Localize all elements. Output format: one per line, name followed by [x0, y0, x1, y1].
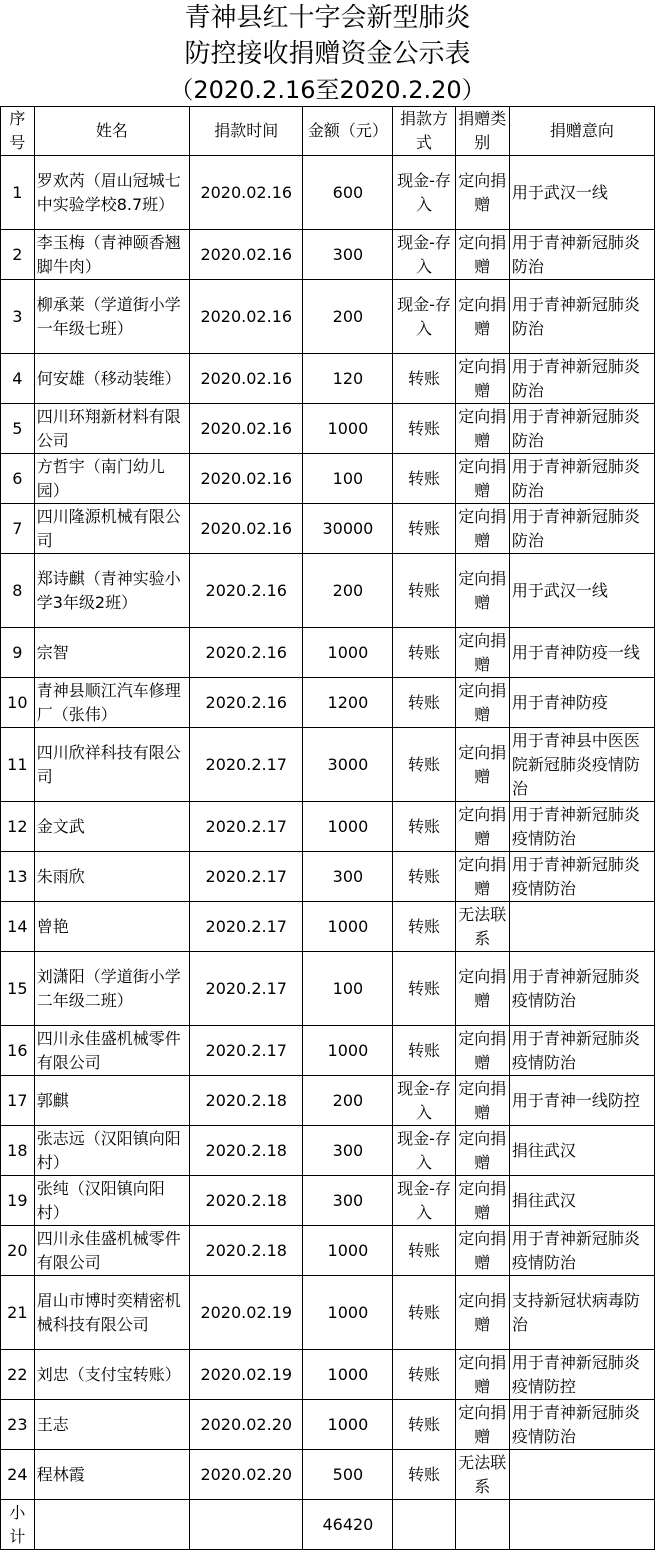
payment-method: 现金-存入: [393, 230, 455, 280]
payment-method: 转账: [393, 404, 455, 454]
donation-amount: 1000: [303, 1400, 393, 1450]
donor-name: 王志: [34, 1400, 189, 1450]
donor-name: 四川环翔新材料有限公司: [34, 404, 189, 454]
table-row: [1, 628, 655, 678]
donor-name: 程林霞: [34, 1450, 189, 1500]
donation-date: 2020.02.16: [190, 354, 303, 404]
donation-amount: 1000: [303, 1226, 393, 1276]
donation-purpose: 捐往武汉: [509, 1126, 654, 1176]
payment-method: 转账: [393, 852, 455, 902]
col-header-name: 姓名: [34, 107, 189, 156]
table-row: [1, 852, 655, 902]
donor-name: 罗欢芮（眉山冠城七中实验学校8.7班）: [34, 156, 189, 230]
donation-amount: 1000: [303, 628, 393, 678]
donor-name: 张纯（汉阳镇向阳村）: [34, 1176, 189, 1226]
row-number: 5: [1, 404, 35, 454]
donation-purpose: 支持新冠状病毒防治: [509, 1276, 654, 1350]
donation-amount: 100: [303, 454, 393, 504]
title-line-1: 青神县红十字会新型肺炎: [184, 3, 471, 33]
row-number: 9: [1, 628, 35, 678]
row-number: 24: [1, 1450, 35, 1500]
donor-name: 曾艳: [34, 902, 189, 952]
row-number: 17: [1, 1076, 35, 1126]
donor-name: 青神县顺江汽车修理厂（张伟）: [34, 678, 189, 728]
row-number: 1: [1, 156, 35, 230]
col-header-purpose: 捐赠意向: [509, 107, 654, 156]
subtotal-amount: 46420: [303, 1500, 393, 1550]
payment-method: 现金-存入: [393, 280, 455, 354]
donation-date: 2020.2.17: [190, 852, 303, 902]
donation-category: 定向捐赠: [455, 504, 509, 554]
subtotal-label: 小计: [1, 1500, 35, 1550]
donation-category: 定向捐赠: [455, 802, 509, 852]
payment-method: 转账: [393, 902, 455, 952]
donation-amount: 200: [303, 1076, 393, 1126]
table-row: [1, 1076, 655, 1126]
donation-category: 定向捐赠: [455, 1400, 509, 1450]
payment-method: 现金-存入: [393, 1176, 455, 1226]
donation-date: 2020.2.16: [190, 678, 303, 728]
payment-method: 转账: [393, 554, 455, 628]
donation-category: 定向捐赠: [455, 1350, 509, 1400]
payment-method: 转账: [393, 1226, 455, 1276]
donation-date: 2020.02.16: [190, 230, 303, 280]
payment-method: 现金-存入: [393, 156, 455, 230]
row-number: 3: [1, 280, 35, 354]
payment-method: 现金-存入: [393, 1126, 455, 1176]
table-row: [1, 902, 655, 952]
donation-category: 定向捐赠: [455, 454, 509, 504]
donation-purpose: 用于青神新冠肺炎防治: [509, 454, 654, 504]
donation-date: 2020.2.16: [190, 554, 303, 628]
donation-date: 2020.2.17: [190, 902, 303, 952]
donation-amount: 1000: [303, 902, 393, 952]
donor-name: 金文武: [34, 802, 189, 852]
donation-purpose: [509, 902, 654, 952]
donation-purpose: 用于青神新冠肺炎疫情防治: [509, 802, 654, 852]
donation-amount: 1000: [303, 1350, 393, 1400]
donation-date: 2020.2.16: [190, 628, 303, 678]
donation-date: 2020.2.17: [190, 952, 303, 1026]
row-number: 18: [1, 1126, 35, 1176]
donor-name: 四川欣祥科技有限公司: [34, 728, 189, 802]
donation-date: 2020.02.16: [190, 504, 303, 554]
payment-method: 转账: [393, 1276, 455, 1350]
donor-name: 刘忠（支付宝转账）: [34, 1350, 189, 1400]
col-header-date: 捐款时间: [190, 107, 303, 156]
payment-method: 转账: [393, 678, 455, 728]
payment-method: 转账: [393, 1350, 455, 1400]
donor-name: 张志远（汉阳镇向阳村）: [34, 1126, 189, 1176]
donation-purpose: 用于青神新冠肺炎防治: [509, 354, 654, 404]
donation-amount: 300: [303, 852, 393, 902]
donation-category: 定向捐赠: [455, 1276, 509, 1350]
table-row: [1, 280, 655, 354]
donation-amount: 1000: [303, 802, 393, 852]
donation-date: 2020.02.20: [190, 1450, 303, 1500]
row-number: 21: [1, 1276, 35, 1350]
col-header-amount: 金额（元）: [303, 107, 393, 156]
donation-date: 2020.02.16: [190, 404, 303, 454]
table-row: [1, 354, 655, 404]
table-row: [1, 1400, 655, 1450]
row-number: 23: [1, 1400, 35, 1450]
row-number: 11: [1, 728, 35, 802]
table-row: [1, 1276, 655, 1350]
row-number: 6: [1, 454, 35, 504]
table-row: [1, 728, 655, 802]
donation-purpose: 用于青神防疫: [509, 678, 654, 728]
donor-name: 宗智: [34, 628, 189, 678]
donation-category: 定向捐赠: [455, 156, 509, 230]
subtotal-empty-method: [393, 1500, 455, 1550]
donation-date: 2020.2.18: [190, 1226, 303, 1276]
donation-amount: 300: [303, 1176, 393, 1226]
title-line-2: 防控接收捐赠资金公示表: [184, 39, 471, 69]
subtotal-row: [1, 1500, 655, 1550]
donor-name: 郭麒: [34, 1076, 189, 1126]
subtotal-empty-name: [34, 1500, 189, 1550]
donation-amount: 1200: [303, 678, 393, 728]
table-row: [1, 504, 655, 554]
subtotal-empty-category: [455, 1500, 509, 1550]
row-number: 12: [1, 802, 35, 852]
col-header-method: 捐款方式: [393, 107, 455, 156]
table-row: [1, 404, 655, 454]
table-row: [1, 1226, 655, 1276]
table-header-row: [1, 107, 655, 156]
donor-name: 刘潇阳（学道街小学二年级二班）: [34, 952, 189, 1026]
donation-category: 定向捐赠: [455, 404, 509, 454]
table-row: [1, 554, 655, 628]
payment-method: 转账: [393, 728, 455, 802]
donation-date: 2020.2.17: [190, 802, 303, 852]
donor-name: 四川永佳盛机械零件有限公司: [34, 1226, 189, 1276]
payment-method: 现金-存入: [393, 1076, 455, 1126]
donation-date: 2020.2.17: [190, 1026, 303, 1076]
col-header-no: 序号: [1, 107, 35, 156]
donation-amount: 120: [303, 354, 393, 404]
donation-purpose: 用于青神新冠肺炎疫情防治: [509, 952, 654, 1026]
donation-amount: 1000: [303, 404, 393, 454]
donor-name: 四川隆源机械有限公司: [34, 504, 189, 554]
donation-purpose: 用于武汉一线: [509, 156, 654, 230]
donation-purpose: 捐往武汉: [509, 1176, 654, 1226]
donor-name: 朱雨欣: [34, 852, 189, 902]
donation-category: 定向捐赠: [455, 678, 509, 728]
row-number: 2: [1, 230, 35, 280]
donation-date: 2020.02.16: [190, 156, 303, 230]
donation-date: 2020.02.19: [190, 1350, 303, 1400]
donor-name: 李玉梅（青神颐香翘脚牛肉）: [34, 230, 189, 280]
donation-date: 2020.02.19: [190, 1276, 303, 1350]
donation-category: 定向捐赠: [455, 1026, 509, 1076]
donation-purpose: 用于青神新冠肺炎疫情防治: [509, 852, 654, 902]
donation-purpose: 用于青神新冠肺炎疫情防治: [509, 1026, 654, 1076]
row-number: 7: [1, 504, 35, 554]
donation-category: 无法联系: [455, 902, 509, 952]
donation-category: 定向捐赠: [455, 280, 509, 354]
donation-date: 2020.2.18: [190, 1126, 303, 1176]
subtotal-empty-date: [190, 1500, 303, 1550]
row-number: 14: [1, 902, 35, 952]
table-row: [1, 454, 655, 504]
payment-method: 转账: [393, 1450, 455, 1500]
table-row: [1, 156, 655, 230]
donor-name: 柳承莱（学道街小学一年级七班）: [34, 280, 189, 354]
row-number: 16: [1, 1026, 35, 1076]
donation-date: 2020.2.18: [190, 1176, 303, 1226]
donation-purpose: 用于青神新冠肺炎疫情防治: [509, 1400, 654, 1450]
table-row: [1, 1026, 655, 1076]
donation-amount: 300: [303, 1126, 393, 1176]
donation-category: 定向捐赠: [455, 1126, 509, 1176]
row-number: 22: [1, 1350, 35, 1400]
donation-category: 定向捐赠: [455, 354, 509, 404]
row-number: 13: [1, 852, 35, 902]
donor-name: 郑诗麒（青神实验小学3年级2班）: [34, 554, 189, 628]
payment-method: 转账: [393, 454, 455, 504]
donation-amount: 1000: [303, 1026, 393, 1076]
table-row: [1, 1350, 655, 1400]
payment-method: 转账: [393, 628, 455, 678]
donation-purpose: 用于青神防疫一线: [509, 628, 654, 678]
donation-purpose: [509, 1450, 654, 1500]
donor-name: 方哲宇（南门幼儿园）: [34, 454, 189, 504]
donation-purpose: 用于青神新冠肺炎疫情防治: [509, 1226, 654, 1276]
donation-category: 无法联系: [455, 1450, 509, 1500]
table-row: [1, 230, 655, 280]
donation-purpose: 用于青神新冠肺炎疫情防控: [509, 1350, 654, 1400]
donation-category: 定向捐赠: [455, 728, 509, 802]
donation-amount: 30000: [303, 504, 393, 554]
donation-category: 定向捐赠: [455, 628, 509, 678]
payment-method: 转账: [393, 504, 455, 554]
donation-amount: 500: [303, 1450, 393, 1500]
donation-category: 定向捐赠: [455, 1076, 509, 1126]
donation-purpose: 用于青神一线防控: [509, 1076, 654, 1126]
row-number: 8: [1, 554, 35, 628]
donor-name: 四川永佳盛机械零件有限公司: [34, 1026, 189, 1076]
donation-purpose: 用于青神新冠肺炎防治: [509, 280, 654, 354]
donation-category: 定向捐赠: [455, 1226, 509, 1276]
donation-date: 2020.02.16: [190, 454, 303, 504]
payment-method: 转账: [393, 1400, 455, 1450]
page-header: [0, 0, 655, 106]
donation-amount: 200: [303, 280, 393, 354]
row-number: 20: [1, 1226, 35, 1276]
donor-name: 何安雄（移动装维）: [34, 354, 189, 404]
table-row: [1, 1450, 655, 1500]
donation-date: 2020.02.20: [190, 1400, 303, 1450]
donation-amount: 600: [303, 156, 393, 230]
donation-category: 定向捐赠: [455, 230, 509, 280]
donation-category: 定向捐赠: [455, 554, 509, 628]
payment-method: 转账: [393, 952, 455, 1026]
donation-amount: 300: [303, 230, 393, 280]
subtotal-empty-purpose: [509, 1500, 654, 1550]
donation-purpose: 用于青神新冠肺炎防治: [509, 404, 654, 454]
table-row: [1, 1176, 655, 1226]
donation-amount: 1000: [303, 1276, 393, 1350]
donation-purpose: 用于武汉一线: [509, 554, 654, 628]
col-header-category: 捐赠类别: [455, 107, 509, 156]
donor-name: 眉山市博时奕精密机械科技有限公司: [34, 1276, 189, 1350]
row-number: 15: [1, 952, 35, 1026]
row-number: 4: [1, 354, 35, 404]
donation-amount: 100: [303, 952, 393, 1026]
donation-category: 定向捐赠: [455, 1176, 509, 1226]
donation-amount: 3000: [303, 728, 393, 802]
donation-amount: 200: [303, 554, 393, 628]
donation-category: 定向捐赠: [455, 952, 509, 1026]
date-range-subtitle: （2020.2.16至2020.2.20）: [169, 76, 486, 104]
donation-table: [0, 106, 655, 1550]
donation-purpose: 用于青神新冠肺炎防治: [509, 230, 654, 280]
table-row: [1, 678, 655, 728]
donation-date: 2020.02.16: [190, 280, 303, 354]
donation-date: 2020.2.18: [190, 1076, 303, 1126]
table-row: [1, 802, 655, 852]
donation-date: 2020.2.17: [190, 728, 303, 802]
donation-purpose: 用于青神县中医医院新冠肺炎疫情防治: [509, 728, 654, 802]
row-number: 10: [1, 678, 35, 728]
payment-method: 转账: [393, 1026, 455, 1076]
donation-purpose: 用于青神新冠肺炎防治: [509, 504, 654, 554]
row-number: 19: [1, 1176, 35, 1226]
table-row: [1, 952, 655, 1026]
table-row: [1, 1126, 655, 1176]
donation-category: 定向捐赠: [455, 852, 509, 902]
payment-method: 转账: [393, 354, 455, 404]
payment-method: 转账: [393, 802, 455, 852]
